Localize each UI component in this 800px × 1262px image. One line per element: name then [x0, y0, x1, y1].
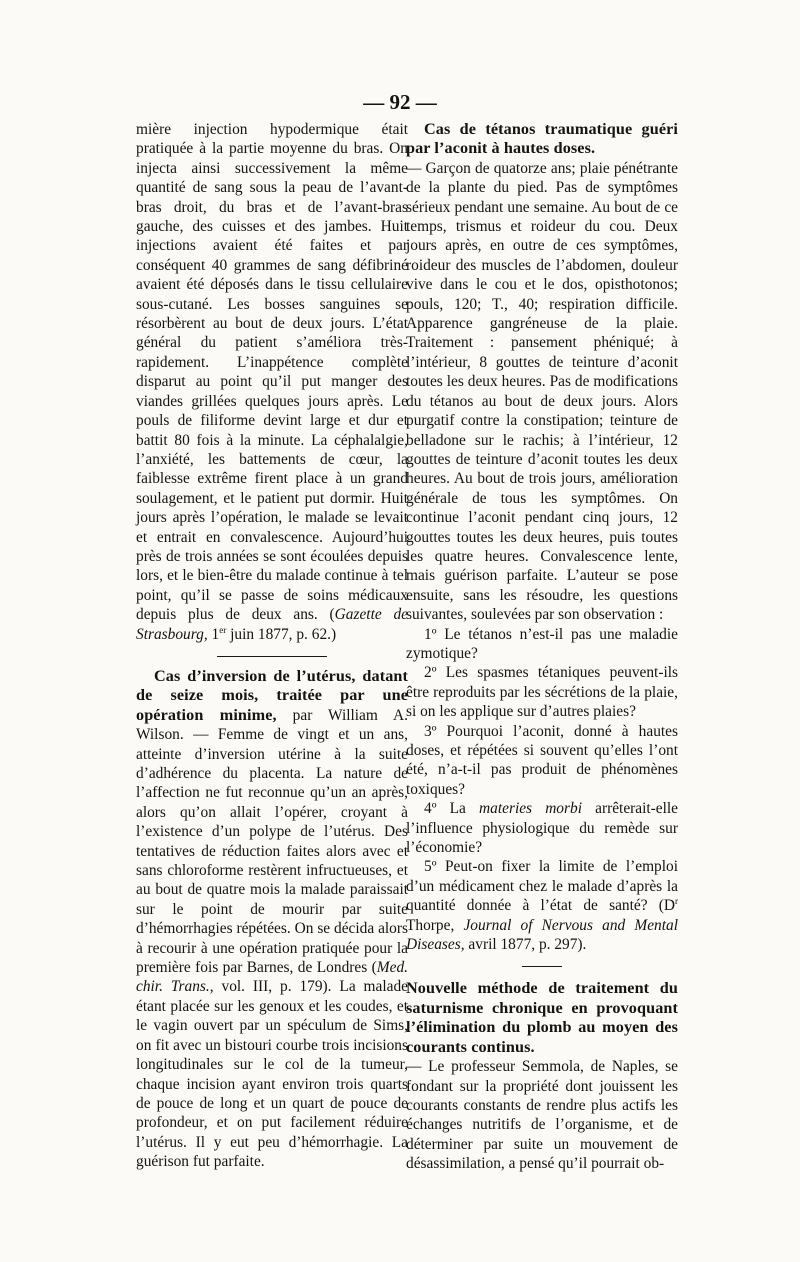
question-5-pre: 5º Peut-on fixer la limite de l’emploi d’un médicament chez le malade d’après la quantité donnée à l’état de santé? (D [406, 858, 678, 915]
article-tetanus [406, 120, 678, 625]
right-column [406, 120, 678, 1174]
page-number: — 92 — [363, 90, 437, 114]
question-5-journal: Journal of Nervous and Mental Diseases, [406, 916, 678, 954]
question-4-post: arrêterait-elle l’influence physiologique du remède sur l’économie? [406, 800, 678, 857]
citation-journal: Gazette de Strasbourg, [136, 606, 408, 643]
article-text-b: , vol. III, p. 179). La malade étant placée sur les genoux et les coudes, et le vagin ouvert par un spéculum de Sims, on fit avec un bistouri courbe trois incisions longitudinales sur le col de la tumeur, chaque incision ayant environ trois quarts de pouce de long et un quart de pouce de profondeur, et on put facilement réduire l’utérus. Il y eut peu d’hémorrhagie. La guérison fut parfaite. [136, 978, 408, 1171]
question-5-mid: Thorpe, [406, 916, 464, 934]
question-4 [406, 799, 678, 857]
citation-date-post: juin 1877, p. 62.) [226, 625, 337, 643]
question-2: 2º Les spasmes tétaniques peuvent-ils être reproduits par les sécrétions de la plaie, si on les applique sur d’autres plaies? [406, 664, 678, 721]
article-uterine-inversion [136, 667, 408, 1172]
citation-date-pre: 1 [207, 625, 220, 643]
question-1: 1º Le tétanos n’est-il pas une maladie zymotique? [406, 625, 678, 662]
article-text: — Garçon de quatorze ans; plaie pénétrante de la plante du pied. Pas de symptômes sérieux pendant une semaine. Au bout de ce temps, trismus et roideur du cou. Deux jours après, en outre de ces symptômes, roideur des muscles de l’abdomen, douleur vive dans le cou et le dos, opisthotonos; pouls, 120; T., 40; respiration difficile. Apparence gangréneuse de la plaie. Traitement : pansement phéniqué; à l’intérieur, 8 gouttes de teinture d’aconit toutes les deux heures. Pas de modifications du tétanos au bout de deux jours. Alors purgatif contre la constipation; teinture de belladone sur le rachis; à l’intérieur, 12 gouttes de teinture d’aconit toutes les deux heures. Au bout de trois jours, amélioration générale de tous les symptômes. On continue l’aconit pendant cinq jours, 12 gouttes toutes les deux heures, puis toutes les quatre heures. Convalescence lente, mais guérison parfaite. L’auteur se pose ensuite, sans les résoudre, les questions suivantes, soulevées par son observation : [406, 159, 678, 624]
citation-date-sup: er [219, 624, 227, 635]
article-heading: Cas de tétanos traumatique guéri par l’aconit à hautes doses. [406, 120, 678, 158]
question-5-post: avril 1877, p. 297). [464, 936, 587, 954]
question-4-pre: 4º La [424, 800, 480, 818]
continued-text: mière injection hypodermique était pratiquée à la partie moyenne du bras. On injecta ainsi successivement la même quantité de sang sous la peau de l’avant-bras droit, du bras et de l’avant-bras gauche, des cuisses et des jambes. Huit injections avaient été faites et par conséquent 40 grammes de sang défibriné avaient été déposés dans le tissu cellulaire sous-cutané. Les bosses sanguines se résorbèrent au bout de deux jours. L’état général du patient s’améliora très-rapidement. L’inappétence complète disparut au point qu’il put manger des viandes grillées quelques jours après. Le pouls de filiforme devint large et dur et battit 80 fois à la minute. La céphalalgie, l’anxiété, les battements de cœur, la faiblesse extrême firent place à un grand soulagement, et le patient put dormir. Huit jours après l’opération, le malade se levait et entrait en convalescence. Aujourd’hui près de trois années se sont écoulées depuis lors, et le bien-être du malade continue à tel point, qu’il se passe de soins médicaux depuis plus de deux ans. ( [136, 121, 408, 624]
article-citation: Med. chir. Trans. [136, 959, 408, 996]
continued-article-text [136, 120, 408, 644]
section-divider [522, 966, 562, 967]
question-3: 3º Pourquoi l’aconit, donné à hautes doses, et répétées si souvent qu’elles l’ont été, n’a-t-il pas produit de phénomènes toxiques? [406, 722, 678, 798]
article-heading: Cas d’inversion de l’utérus, datant de seize mois, traitée par une opération minime, [136, 666, 408, 724]
question-4-italic: materies morbi [479, 800, 582, 818]
question-5-sup: r [675, 896, 678, 907]
article-saturnism [406, 979, 678, 1173]
question-5 [406, 857, 678, 954]
left-column [136, 120, 408, 1172]
article-text: — Le professeur Semmola, de Naples, se fondant sur la propriété dont jouissent les courants constants de rendre plus actifs les échanges nutritifs de l’organisme, et de déterminer par suite un mouvement de désassimilation, a pensé qu’il pourrait ob- [406, 1058, 678, 1173]
article-text-a: par William A. Wilson. — Femme de vingt et un ans, atteinte d’inversion utérine à la suite d’adhérence du placenta. La nature de l’affection ne fut reconnue qu’un an après, alors qu’on allait l’opérer, croyant à l’existence d’un polype de l’utérus. Des tentatives de réduction faites alors avec et sans chloroforme restèrent infructueuses, et au bout de quatre mois la malade paraissait sur le point de mourir par suite d’hémorrhagies répétées. On se décida alors à recourir à une opération pratiquée pour la première fois par Barnes, de Londres ( [136, 706, 408, 977]
article-heading: Nouvelle méthode de traitement du saturnisme chronique en provoquant l’élimination du plomb au moyen des courants continus. [406, 979, 678, 1056]
section-divider [217, 656, 327, 657]
